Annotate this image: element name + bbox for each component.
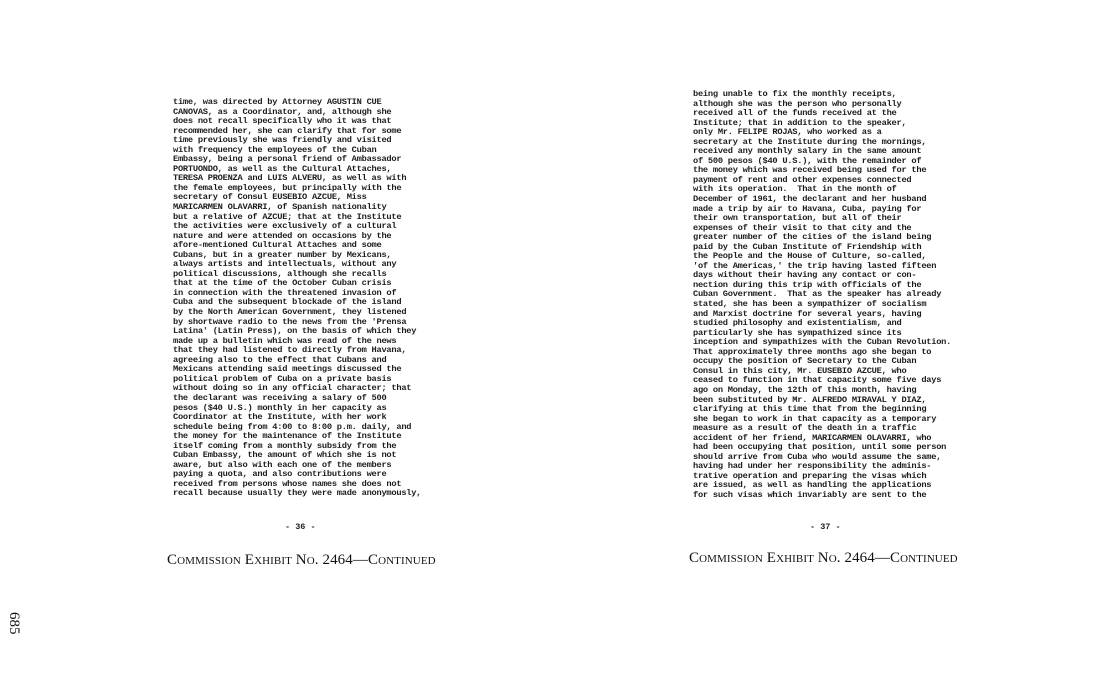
right-page-caption: Commission Exhibit No. 2464—Continued <box>689 550 958 566</box>
left-page-number: - 36 - <box>285 522 316 532</box>
volume-page-number: 685 <box>6 612 22 635</box>
left-page-body-text: time, was directed by Attorney AGUSTIN CUE CANOVAS, as a Coordinator, and, although she does not recall specifically who it was that recommended her, she can clarify that for some time previously she was friendly and visited with frequency the employees of the Cuban Embassy, being a personal friend of Ambassador PORTUONDO, as well as the Cultural Attaches, TERESA PROENZA and LUIS ALVERU, as well as with the female employees, but principally with the secretary of Consul EUSEBIO AZCUE, Miss MARICARMEN OLAVARRI, of Spanish nationality but a relative of AZCUE; that at the Institute the activities were exclusively of a cultural nature and were attended on occasions by the afore-mentioned Cultural Attaches and some Cubans, but in a greater number by Mexicans, always artists and intellectuals, without any political discussions, although she recalls that at the time of the October Cuban crisis in connection with the threatened invasion of Cuba and the subsequent blockade of the island by the North American Government, they listened by shortwave radio to the news from the 'Prensa Latina' (Latin Press), on the basis of which they made up a bulletin which was read of the news that they had listened to directly from Havana, agreeing also to the effect that Cubans and Mexicans attending said meetings discussed the political problem of Cuba on a private basis without doing so in any official character; that the declarant was receiving a salary of 500 pesos ($40 U.S.) monthly in her capacity as Coordinator at the Institute, with her work schedule being from 4:00 to 8:00 p.m. daily, and the money for the maintenance of the Institute itself coming from a monthly subsidy from the Cuban Embassy, the amount of which she is not aware, but also with each one of the members paying a quota, and also contributions were received from persons whose names she does not recall because usually they were made anonymously, <box>173 97 422 499</box>
right-page <box>547 0 1094 691</box>
right-page-body-text: being unable to fix the monthly receipts, although she was the person who personally received all of the funds received at the Institute; that in addition to the speaker, only Mr. FELIPE ROJAS, who worked as a secretary at the Institute during the mornings, received any monthly salary in the same amount of 500 pesos ($40 U.S.), with the remainder of the money which was received being used for the payment of rent and other expenses connected with its operation. That in the month of December of 1961, the declarant and her husband made a trip by air to Havana, Cuba, paying for their own transportation, but all of their expenses of their visit to that city and the greater number of the cities of the island being paid by the Cuban Institute of Friendship with the People and the House of Culture, so-called, 'of the Americas,' the trip having lasted fifteen days without their having any contact or con- nection during this trip with officials of the Cuban Government. That as the speaker has already stated, she has been a sympathizer of socialism and Marxist doctrine for several years, having studied philosophy and existentialism, and particularly she has sympathized since its inception and sympathizes with the Cuban Revolution. That approximately three months ago she began to occupy the position of Secretary to the Cuban Consul in this city, Mr. EUSEBIO AZCUE, who ceased to function in that capacity some five days ago on Monday, the 12th of this month, having been substituted by Mr. ALFREDO MIRAVAL Y DIAZ, clarifying at this time that from the beginning she began to work in that capacity as a temporary measure as a result of the death in a traffic accident of her friend, MARICARMEN OLAVARRI, who had been occupying that position, until some person should arrive from Cuba who would assume the same, having had under her responsibility the adminis- trative operation and preparing the visas which are issued, as well as handling the applications for such visas which invariably are sent to the <box>693 89 952 500</box>
right-page-number: - 37 - <box>810 522 841 532</box>
left-page-caption: Commission Exhibit No. 2464—Continued <box>167 552 436 568</box>
